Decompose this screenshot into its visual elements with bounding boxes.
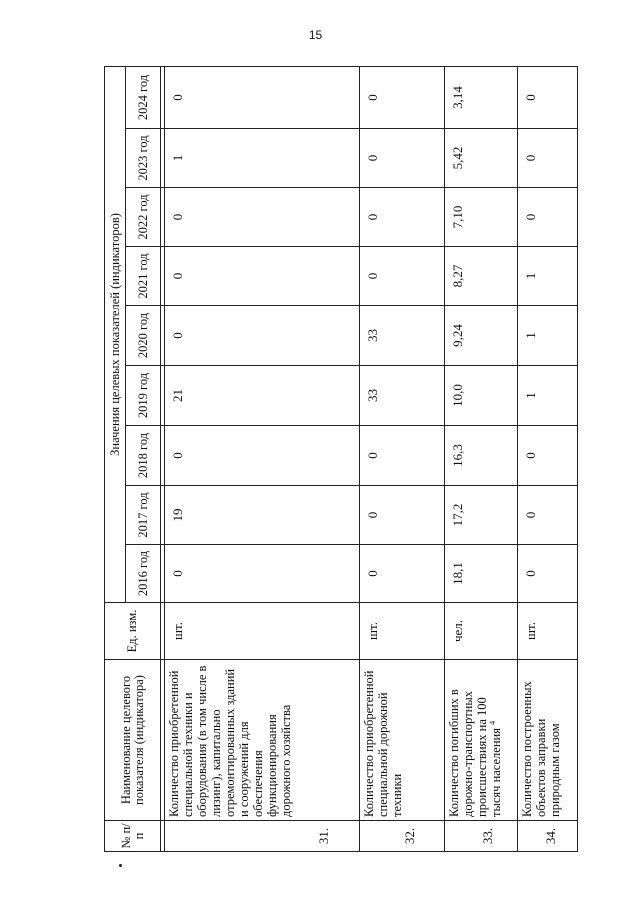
- unit-cell: шт.: [518, 603, 578, 660]
- value-cell: 0: [165, 306, 360, 366]
- table-row: [360, 66, 445, 851]
- header-year-2018: 2018 год: [126, 426, 161, 486]
- value-cell: 0: [360, 545, 445, 603]
- value-cell: 0: [518, 129, 578, 188]
- value-cell: 0: [518, 486, 578, 545]
- stray-dot: [119, 864, 122, 867]
- header-year-2021: 2021 год: [126, 247, 161, 306]
- row-number: 31.: [165, 821, 360, 852]
- header-year-2024: 2024 год: [126, 66, 161, 128]
- header-year-2017: 2017 год: [126, 486, 161, 545]
- value-cell: 0: [165, 66, 360, 128]
- value-cell: 1: [518, 306, 578, 366]
- table-row: [165, 66, 360, 851]
- value-cell: 0: [518, 545, 578, 603]
- indicator-name: Количество построенных объектов заправки природным газом: [518, 660, 578, 821]
- header-year-2019: 2019 год: [126, 366, 161, 426]
- value-cell: 0: [165, 247, 360, 306]
- row-number: 33.: [445, 821, 518, 852]
- value-cell: 0: [518, 66, 578, 128]
- value-cell: 10,0: [445, 366, 518, 426]
- table-row: [445, 66, 518, 851]
- indicator-name: Количество приобретенной специальной техники и оборудования (в том числе в лизинг), капитально отремонтированных зданий и сооружений для обеспечения функционирования дорожного хозяйства: [165, 660, 360, 821]
- value-cell: 0: [360, 66, 445, 128]
- value-cell: 0: [518, 426, 578, 486]
- header-unit: Ед. изм.: [105, 603, 161, 660]
- value-cell: 33: [360, 366, 445, 426]
- header-no: № п/п: [105, 821, 161, 852]
- value-cell: 33: [360, 306, 445, 366]
- value-cell: 0: [518, 188, 578, 247]
- target-indicators-table: [104, 66, 578, 852]
- header-year-2020: 2020 год: [126, 306, 161, 366]
- value-cell: 0: [165, 188, 360, 247]
- indicator-name: Количество приобретенной специальной дорожной техники: [360, 660, 445, 821]
- row-number: 32.: [360, 821, 445, 852]
- value-cell: 0: [360, 188, 445, 247]
- table-row: [518, 66, 578, 851]
- header-year-2016: 2016 год: [126, 545, 161, 603]
- value-cell: 1: [165, 129, 360, 188]
- value-cell: 17,2: [445, 486, 518, 545]
- header-name: Наименование целевого показателя (индикатора): [105, 660, 161, 821]
- value-cell: 19: [165, 486, 360, 545]
- header-year-2022: 2022 год: [126, 188, 161, 247]
- value-cell: 7,10: [445, 188, 518, 247]
- page-number: 15: [308, 28, 323, 42]
- value-cell: 0: [165, 426, 360, 486]
- value-cell: 1: [518, 247, 578, 306]
- value-cell: 9,24: [445, 306, 518, 366]
- value-cell: 0: [165, 545, 360, 603]
- value-cell: 0: [360, 129, 445, 188]
- row-number: 34.: [518, 821, 578, 852]
- value-cell: 21: [165, 366, 360, 426]
- footnote-marker: 4: [487, 720, 497, 725]
- unit-cell: чел.: [445, 603, 518, 660]
- value-cell: 16,3: [445, 426, 518, 486]
- rotated-table-container: [104, 67, 577, 852]
- value-cell: 0: [360, 247, 445, 306]
- value-cell: 1: [518, 366, 578, 426]
- value-cell: 0: [360, 486, 445, 545]
- header-year-2023: 2023 год: [126, 129, 161, 188]
- value-cell: 8,27: [445, 247, 518, 306]
- header-values-group: Значения целевых показателей (индикаторов): [105, 66, 126, 602]
- unit-cell: шт.: [360, 603, 445, 660]
- indicator-name: Количество погибших в дорожно-транспортных происшествиях на 100 тысяч населения: [447, 689, 503, 817]
- value-cell: 0: [360, 426, 445, 486]
- unit-cell: шт.: [165, 603, 360, 660]
- indicator-name-cell: [445, 660, 518, 821]
- value-cell: 18,1: [445, 545, 518, 603]
- value-cell: 5,42: [445, 129, 518, 188]
- value-cell: 3,14: [445, 66, 518, 128]
